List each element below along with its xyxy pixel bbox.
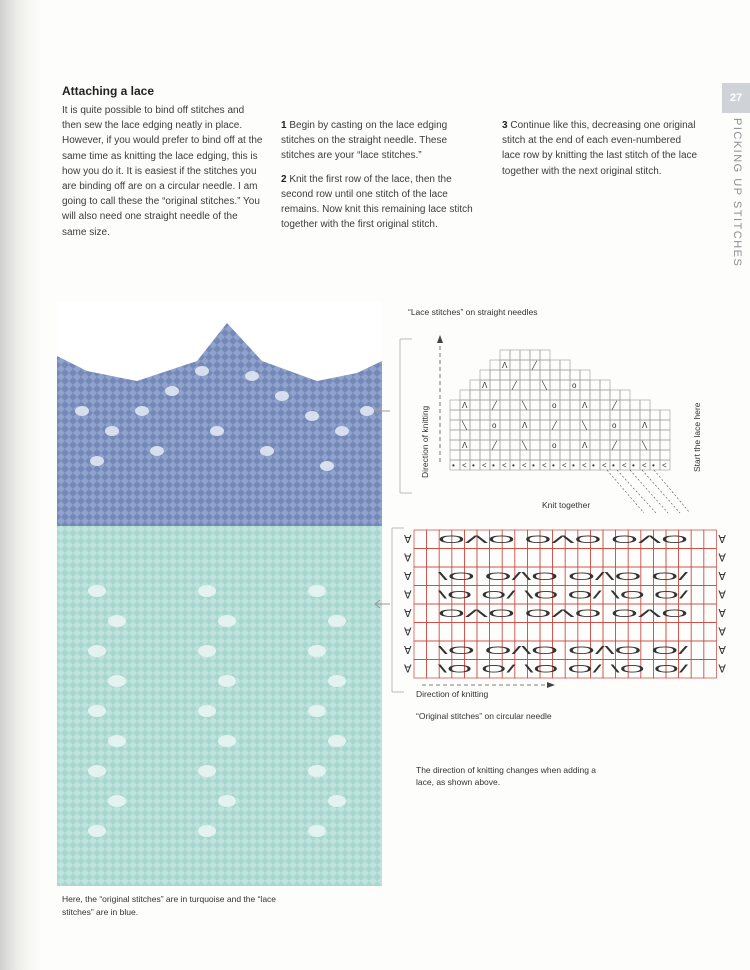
svg-text:∀: ∀: [404, 645, 412, 657]
svg-text:OΛO OΛO OΛO: OΛO OΛO OΛO: [438, 534, 690, 546]
svg-text:╱: ╱: [612, 441, 617, 450]
svg-text:∀: ∀: [404, 552, 412, 565]
svg-text:<: <: [462, 461, 467, 470]
lace-direction-label: Direction of knitting: [420, 405, 430, 478]
svg-text:∀: ∀: [404, 534, 412, 546]
svg-text:\O O/\O O/\O O/: \O O/\O O/\O O/: [438, 645, 691, 657]
svg-text:<: <: [502, 461, 507, 470]
knitted-sample-photo: [57, 301, 382, 886]
svg-text:╲: ╲: [642, 441, 647, 450]
svg-text:∀: ∀: [718, 663, 726, 676]
svg-text:o: o: [492, 421, 497, 430]
knit-together-label: Knit together: [542, 500, 591, 510]
svg-text:Λ: Λ: [582, 401, 588, 410]
svg-text:∀: ∀: [718, 589, 726, 602]
svg-text:<: <: [482, 461, 487, 470]
svg-text:Λ: Λ: [582, 441, 588, 450]
svg-text:∀: ∀: [718, 608, 726, 620]
svg-text:•: •: [452, 461, 455, 470]
svg-text:<: <: [582, 461, 587, 470]
svg-text:<: <: [642, 461, 647, 470]
svg-text:∀: ∀: [404, 663, 412, 676]
original-stitches-label: “Original stitches” on circular needle: [416, 711, 552, 721]
diagram-caption: The direction of knitting changes when adding a lace, as shown above.: [416, 765, 597, 787]
svg-text:╲: ╲: [462, 421, 467, 430]
svg-text:╱: ╱: [552, 421, 557, 430]
arrow-left-icon: [372, 598, 392, 610]
svg-text:<: <: [562, 461, 567, 470]
svg-text:∀: ∀: [404, 571, 412, 583]
svg-text:╱: ╱: [532, 361, 537, 370]
svg-text:<: <: [622, 461, 627, 470]
section-tab: PICKING UP STITCHES: [731, 118, 743, 268]
lace-chart: [392, 325, 692, 525]
svg-text:•: •: [632, 461, 635, 470]
svg-text:╱: ╱: [612, 401, 617, 410]
knit-together-lines: [607, 470, 690, 513]
svg-text:\O O/ \O O/ \O O/: \O O/ \O O/ \O O/: [438, 663, 691, 676]
svg-text:╱: ╱: [492, 441, 497, 450]
svg-text:╲: ╲: [522, 401, 527, 410]
svg-text:o: o: [612, 421, 617, 430]
svg-text:•: •: [552, 461, 555, 470]
intro-column: [62, 103, 264, 246]
intro-text: It is quite possible to bind off stitches and then sew the lace edging neatly in place. However, if you would prefer to bind off at the same time as knitting the lace edging, this is how you do it. It is easiest if the stitches you are binding off are on a circular needle. I am going to call these the “original stitches.” You will also need one straight needle of the same size.: [62, 105, 263, 238]
svg-text:OΛO OΛO OΛO: OΛO OΛO OΛO: [438, 608, 690, 620]
start-lace-label: Start the lace here: [692, 402, 702, 472]
svg-text:•: •: [612, 461, 615, 470]
svg-text:Λ: Λ: [482, 381, 488, 390]
svg-text:Λ: Λ: [502, 361, 508, 370]
svg-text:∀: ∀: [718, 571, 726, 583]
photo-caption: Here, the “original stitches” are in turquoise and the “lace stitches” are in blue.: [62, 894, 277, 917]
svg-text:Λ: Λ: [522, 421, 528, 430]
svg-text:•: •: [472, 461, 475, 470]
svg-text:o: o: [552, 441, 557, 450]
svg-text:∀: ∀: [718, 552, 726, 565]
heading: Attaching a lace: [62, 84, 155, 98]
steps-column-1: [281, 118, 483, 238]
svg-text:Λ: Λ: [462, 441, 468, 450]
original-chart: [392, 520, 726, 710]
svg-text:\O O/\O O/\O O/: \O O/\O O/\O O/: [438, 571, 691, 583]
svg-text:∀: ∀: [718, 534, 726, 546]
svg-text:Λ: Λ: [642, 421, 648, 430]
svg-text:<: <: [602, 461, 607, 470]
svg-text:•: •: [652, 461, 655, 470]
svg-text:•: •: [492, 461, 495, 470]
svg-text:∀: ∀: [718, 626, 726, 639]
svg-text:∀: ∀: [404, 589, 412, 602]
book-spine-shadow: [0, 0, 42, 970]
svg-text:•: •: [572, 461, 575, 470]
orig-direction-label: Direction of knitting: [416, 689, 489, 699]
svg-text:╲: ╲: [582, 421, 587, 430]
svg-text:•: •: [512, 461, 515, 470]
svg-text:╱: ╱: [492, 401, 497, 410]
svg-text:╱: ╱: [512, 381, 517, 390]
step-2: 2 Knit the first row of the lace, then the second row until one stitch of the lace remains. Now knit this remaining lace stitch together with the first original stitch.: [281, 173, 473, 231]
svg-text:<: <: [522, 461, 527, 470]
svg-text:•: •: [532, 461, 535, 470]
step-3: 3 Continue like this, decreasing one original stitch at the end of each even-numbered lace row by knitting the last stitch of the lace together with the next original stitch.: [502, 120, 698, 177]
svg-text:<: <: [662, 461, 667, 470]
svg-text:<: <: [542, 461, 547, 470]
lace-stitches-label: “Lace stitches” on straight needles: [408, 307, 538, 317]
svg-text:∀: ∀: [404, 626, 412, 639]
svg-text:\O O/ \O O/ \O O/: \O O/ \O O/ \O O/: [438, 589, 691, 602]
svg-text:∀: ∀: [404, 608, 412, 620]
arrow-left-icon: [372, 405, 392, 417]
page-number: 27: [722, 83, 750, 113]
svg-text:Λ: Λ: [462, 401, 468, 410]
svg-text:∀: ∀: [718, 645, 726, 657]
step-1: 1 Begin by casting on the lace edging stitches on the straight needle. These stitches are your “lace stitches.”: [281, 120, 448, 162]
steps-column-2: [502, 118, 702, 185]
svg-text:╲: ╲: [542, 381, 547, 390]
svg-text:o: o: [572, 381, 577, 390]
svg-text:o: o: [552, 401, 557, 410]
svg-text:•: •: [592, 461, 595, 470]
svg-text:╲: ╲: [522, 441, 527, 450]
